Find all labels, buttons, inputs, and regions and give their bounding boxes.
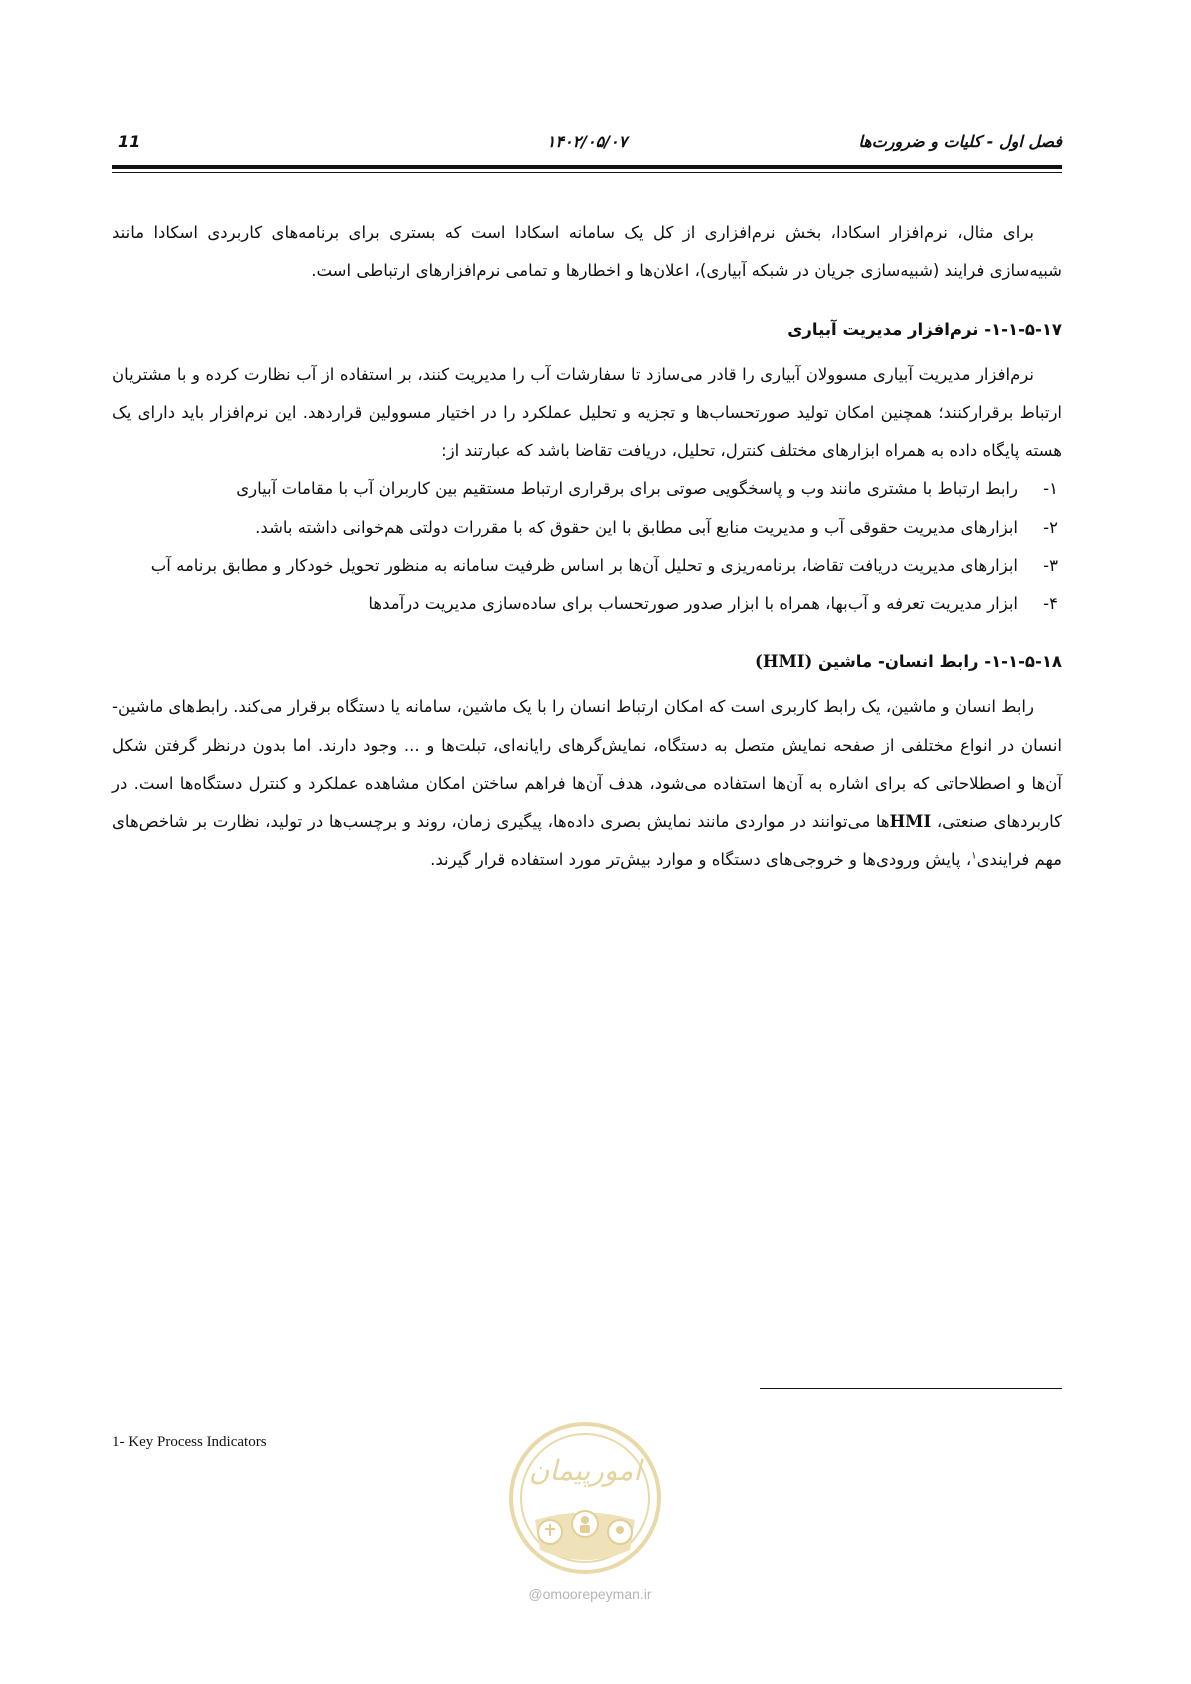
section-18-heading — [112, 645, 1062, 678]
watermark-text: @omoorepeyman.ir — [528, 1586, 652, 1602]
section-17-heading: ۱-۱-۵-۱۷- نرم‌افزار مدیریت آبیاری — [787, 319, 1062, 339]
header-rule-thick — [112, 165, 1062, 169]
list-item-text: ابزارهای مدیریت حقوقی آب و مدیریت منابع آبی مطابق با این حقوق که با مقررات دولتی هم‌خوانی داشته باشد. — [255, 517, 1018, 537]
section-18-text-part2: ها می‌توانند در مواردی مانند نمایش بصری داده‌ها، پیگیری زمان، روند و برچسب‌ها در تولید، نظارت بر شاخص‌های مهم فرایندی — [112, 812, 1062, 870]
list-item — [112, 585, 1062, 623]
footnote: 1- Key Process Indicators — [112, 1434, 267, 1450]
list-item-number: ۳- — [1043, 555, 1058, 575]
chapter-title: فصل اول - کلیات و ضرورت‌ها — [858, 132, 1062, 151]
list-item — [112, 470, 1062, 508]
section-18-heading-text: ۱-۱-۵-۱۸- رابط انسان- ماشین — [818, 652, 1062, 672]
header-date: ۱۴۰۲/۰۵/۰۷ — [546, 132, 628, 151]
list-item — [112, 509, 1062, 547]
list-item — [112, 547, 1062, 585]
list-item-number: ۲- — [1043, 517, 1058, 537]
page-number: 11 — [118, 132, 141, 151]
hmi-abbr-inline: HMI — [889, 812, 932, 832]
list-item-text: ابزار مدیریت تعرفه و آب‌بها، همراه با ابزار صدور صورتحساب برای ساده‌سازی مدیریت درآمدها — [368, 594, 1018, 614]
section-17-paragraph: نرم‌افزار مدیریت آبیاری مسوولان آبیاری را قادر می‌سازد تا سفارشات آب را مدیریت کنند، بر استفاده از آب نظارت کرده و با مشتریان ارتباط برقرارکنند؛ همچنین امکان تولید صورتحساب‌ها و تجزیه و تحلیل عملکرد را در اختیار مسوولین قراردهد. این نرم‌افزار باید دارای یک هسته پایگاه داده به همراه ابزارهای مختلف کنترل، تحلیل، دریافت تقاضا باشد که عبارتند از: — [112, 364, 1062, 461]
watermark-script: امورپیمان — [528, 1454, 642, 1487]
list-item-text: رابط ارتباط با مشتری مانند وب و پاسخگویی صوتی برای برقراری ارتباط مستقیم بین کاربران آب با مقامات آبیاری — [236, 479, 1018, 499]
list-item-text: ابزارهای مدیریت دریافت تقاضا، برنامه‌ریزی و تحلیل آن‌ها بر اساس ظرفیت سامانه به منظور تحویل خودکار و مطابق برنامه آب — [150, 555, 1018, 575]
watermark-logo-icon — [505, 1410, 665, 1590]
section-18-paragraph — [112, 688, 1062, 879]
page-header — [112, 128, 1062, 160]
footnote-rule — [760, 1388, 1062, 1389]
intro-paragraph: برای مثال، نرم‌افزار اسکادا، بخش نرم‌افزاری از کل یک سامانه اسکادا است که بستری برای برنامه‌های کاربردی اسکادا مانند شبیه‌سازی فرایند (شبیه‌سازی جریان در شبکه آبیاری)، اعلان‌ها و اخطارها و تمامی نرم‌افزارهای ارتباطی است. — [112, 223, 1062, 281]
requirements-list — [112, 470, 1062, 623]
section-18-text-part3: ، پایش ورودی‌ها و خروجی‌های دستگاه و موارد بیش‌تر مورد استفاده قرار گیرند. — [430, 850, 972, 870]
footnote-reference: ۱ — [971, 850, 977, 862]
page-body — [112, 214, 1062, 880]
list-item-number: ۴- — [1043, 594, 1058, 614]
header-rule-thin — [112, 172, 1062, 173]
section-18-text-part1: رابط انسان و ماشین، یک رابط کاربری است که امکان ارتباط انسان را با یک ماشین، سامانه یا دستگاه برقرار می‌کند. رابط‌های ماشین- انسان در انواع مختلفی از صفحه نمایش متصل به دستگاه، نمایش‌گرهای رایانه‌ای، تبلت‌ها و ... وجود دارند. اما بدون درنظر گرفتن شکل آن‌ها و اصطلاحاتی که برای اشاره به آن‌ها استفاده می‌شود، هدف آن‌ها فراهم ساختن امکان مشاهده عملکرد و کنترل دستگاه‌ها است. در کاربردهای صنعتی، — [112, 697, 1062, 832]
section-18-heading-abbr: (HMI) — [755, 652, 813, 672]
list-item-number: ۱- — [1043, 479, 1058, 499]
